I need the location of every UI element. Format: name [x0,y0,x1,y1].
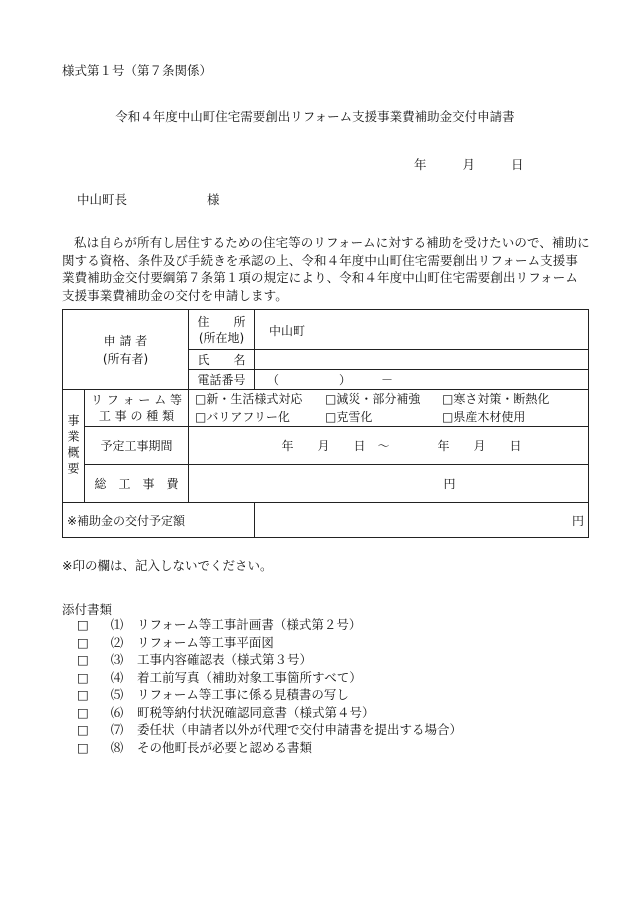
attachment-checkbox[interactable]: □ [77,617,89,632]
name-field[interactable] [255,350,589,370]
subsidy-unit: 円 [571,513,584,528]
attachment-checkbox[interactable]: □ [77,669,89,685]
attachment-item [77,721,462,739]
attachments-heading: 添付書類 [62,602,113,617]
work-type-label-cell [85,390,189,427]
subsidy-label: ※補助金の交付予定額 [63,503,255,538]
document-title: 令和４年度中山町住宅需要創出リフォーム支援事業費補助金交付申請書 [115,109,515,124]
period-value: 年 月 日 ～ 年 月 日 [281,439,522,453]
applicant-label: 申 請 者 [103,333,148,348]
phone-value: （ ） － [267,373,394,387]
work-type-label-line2: 工 事 の 種 類 [98,409,175,423]
applicant-label-cell [63,310,189,390]
attachment-text: 工事内容確認表（様式第３号） [137,652,313,667]
attachment-checkbox[interactable]: □ [77,652,89,667]
attachment-number: ⑵ [110,634,124,650]
note: ※印の欄は、記入しないでください。 [62,558,273,573]
application-form-table [62,309,589,538]
attachment-item [77,651,462,669]
option-local-timber[interactable]: □県産木材使用 [442,410,526,424]
option-disaster-reinforcement[interactable]: □減災・部分補強 [325,392,421,406]
attachment-item [77,686,462,704]
addressee-name: 中山町長 [77,192,128,207]
attachment-checkbox[interactable]: □ [77,634,89,650]
total-cost-label: 総 工 事 費 [85,465,189,503]
attachment-number: ⑻ [110,739,124,755]
attachment-checkbox[interactable]: □ [77,722,89,737]
attachment-text: 着工前写真（補助対象工事箇所すべて） [137,669,362,685]
attachment-checkbox[interactable]: □ [77,687,89,702]
name-label: 氏 名 [189,350,255,370]
total-cost-field[interactable] [189,465,589,503]
attachment-text: リフォーム等工事計画書（様式第２号） [137,617,362,632]
month-label: 月 [462,157,476,172]
addressee-honorific: 様 [207,192,220,207]
option-new-lifestyle[interactable]: □新・生活様式対応 [195,392,303,406]
form-number: 様式第１号（第７条関係） [62,63,213,78]
attachment-item [77,739,462,757]
address-value: 中山町 [269,324,306,338]
attachment-item [77,704,462,722]
day-label: 日 [511,157,524,172]
attachment-text: リフォーム等工事に係る見積書の写し [137,687,349,702]
application-statement: 私は自らが所有し居住するための住宅等のリフォームに対する補助を受けたいので、補助に関する資格、条件及び手続きを承認の上、令和４年度中山町住宅需要創出リフォーム支援事業費補助金交付要綱第７条第１項の規定により、令和４年度中山町住宅需要創出リフォーム支援事業費補助金の交付を申請します。 [62,235,590,303]
attachment-number: ⑴ [110,617,124,632]
period-field[interactable] [189,427,589,465]
attachment-number: ⑸ [110,687,124,702]
option-insulation[interactable]: □寒さ対策・断熱化 [442,392,550,406]
work-type-options [189,390,589,427]
location-label: (所在地) [198,330,245,345]
subsidy-field[interactable] [255,503,589,538]
attachment-item [77,616,462,634]
attachment-text: その他町長が必要と認める書類 [137,739,313,755]
owner-label: (所有者) [102,351,149,366]
attachments-list [77,616,462,756]
year-label: 年 [414,157,427,172]
attachment-text: 町税等納付状況確認同意書（様式第４号） [137,704,375,720]
attachment-item [77,634,462,652]
project-overview-label: 事業概要 [63,390,85,503]
addressee [77,190,220,208]
attachment-checkbox[interactable]: □ [77,704,89,720]
phone-label: 電話番号 [189,370,255,390]
work-type-label-line1: リ フ ォ ー ム 等 [90,393,183,407]
attachment-item [77,669,462,687]
address-label-cell [189,310,255,350]
attachment-checkbox[interactable]: □ [77,739,89,755]
address-label: 住 所 [197,314,246,329]
phone-field[interactable] [255,370,589,390]
attachment-number: ⑺ [110,722,124,737]
attachment-number: ⑹ [110,704,124,720]
attachment-number: ⑷ [110,669,124,685]
period-label: 予定工事期間 [85,427,189,465]
option-snow-resistance[interactable]: □克雪化 [325,410,373,424]
date-line [414,155,524,173]
attachment-text: リフォーム等工事平面図 [137,634,274,650]
attachment-number: ⑶ [110,652,124,667]
attachment-text: 委任状（申請者以外が代理で交付申請書を提出する場合） [137,722,463,737]
address-field[interactable] [255,310,589,350]
total-cost-unit: 円 [443,477,456,491]
option-barrier-free[interactable]: □バリアフリー化 [195,410,290,424]
